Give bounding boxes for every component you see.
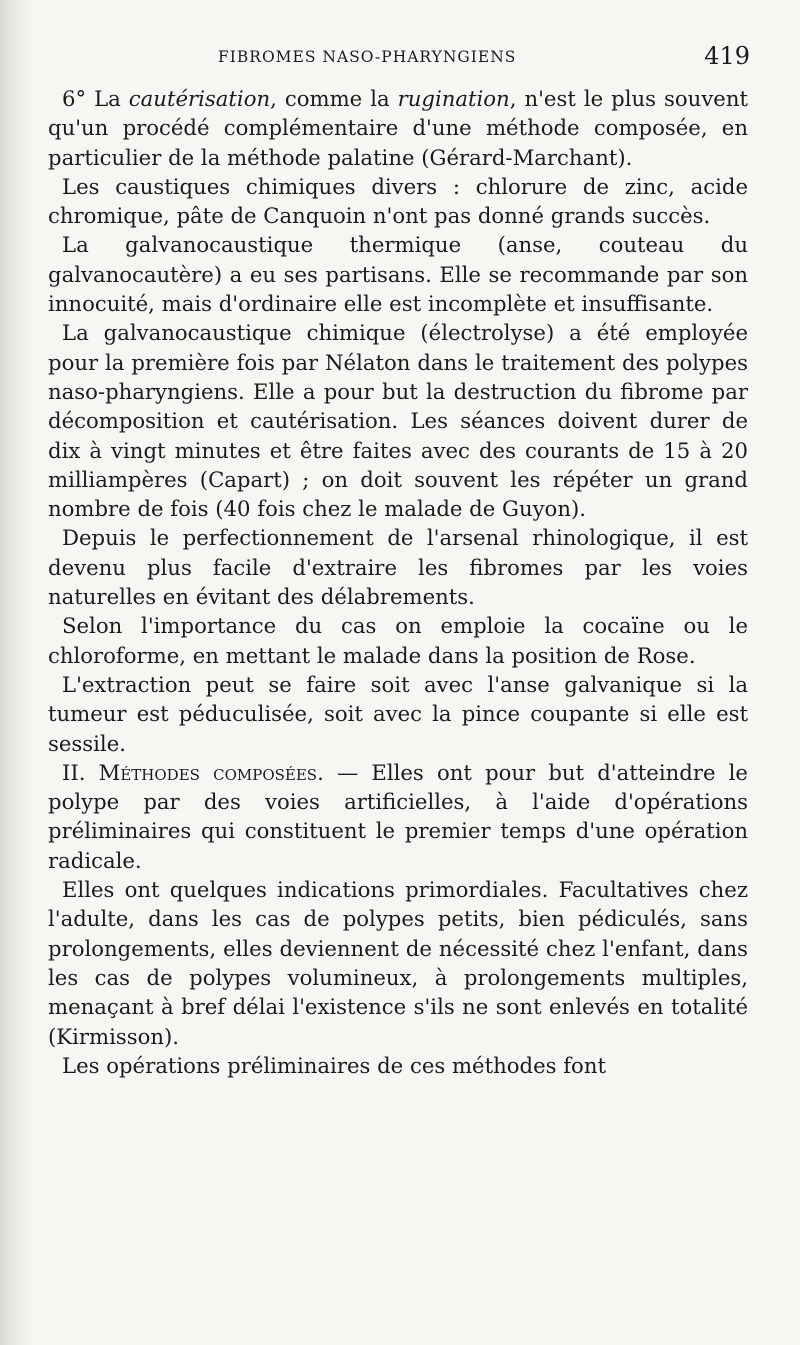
paragraph-galvanocaustique-chimique: La galvanocaustique chimique (électrolyse) a été employée pour la première fois par Nélaton dans le traitement des polypes naso-pharyngiens. Elle a pour but la destruction du fibrome par décomposition et cautérisation. Les séances doivent durer de dix à vingt minutes et être faites avec des courants de 15 à 20 milliampères (Capart) ; on doit souvent les répéter un grand nombre de fois (40 fois chez le malade de Guyon). <box>48 320 748 522</box>
term-cauterisation: cautérisation <box>128 86 271 111</box>
paragraph-cauterisation <box>48 84 748 172</box>
section-heading: Méthodes composées. <box>98 759 324 785</box>
paragraph-extraction: L'extraction peut se faire soit avec l'anse galvanique si la tumeur est péduculisée, soit avec la pince coupante si elle est sessile. <box>48 671 748 756</box>
page-number: 419 <box>704 42 750 70</box>
paragraph-suffix: , n'est le plus souvent qu'un procédé complémentaire d'une méthode composée, en particulier de la méthode palatine (Gérard-Marchant). <box>48 86 748 170</box>
page-header <box>50 44 750 76</box>
paragraph-caustiques: Les caustiques chimiques divers : chlorure de zinc, acide chromique, pâte de Canquoin n'ont pas donné grands succès. <box>48 173 748 229</box>
paragraph-middle: , comme la <box>270 86 398 111</box>
running-head: FIBROMES NASO-PHARYNGIENS <box>218 48 517 66</box>
section-numeral: II. <box>62 759 99 785</box>
paragraph-galvanocaustique-thermique: La galvanocaustique thermique (anse, couteau du galvanocautère) a eu ses partisans. Elle se recommande par son innocuité, mais d'ordinaire elle est incomplète et insuffisante. <box>48 232 748 317</box>
paragraph-operations-preliminaires: Les opérations préliminaires de ces méthodes font <box>62 1052 606 1078</box>
paragraph-indications: Elles ont quelques indications primordiales. Facultatives chez l'adulte, dans les cas de polypes petits, bien pédiculés, sans prolongements, elles deviennent de nécessité chez l'enfant, dans les cas de polypes volumineux, à prolongements multiples, menaçant à bref délai l'existence s'ils ne sont enlevés en totalité (Kirmisson). <box>48 877 748 1049</box>
term-rugination: rugination <box>397 86 510 111</box>
body-text <box>48 84 748 1080</box>
paragraph-methodes-composees <box>48 758 748 875</box>
section-text: — Elles ont pour but d'atteindre le polype par des voies artificielles, à l'aide d'opérations préliminaires qui constituent le premier temps d'une opération radicale. <box>48 759 748 873</box>
paragraph-prefix: 6° La <box>62 86 129 111</box>
paragraph-anesthesie: Selon l'importance du cas on emploie la cocaïne ou le chloroforme, en mettant le malade dans la position de Rose. <box>48 613 748 668</box>
paragraph-arsenal-rhinologique: Depuis le perfectionnement de l'arsenal rhinologique, il est devenu plus facile d'extraire les fibromes par les voies naturelles en évitant des délabrements. <box>48 525 748 610</box>
